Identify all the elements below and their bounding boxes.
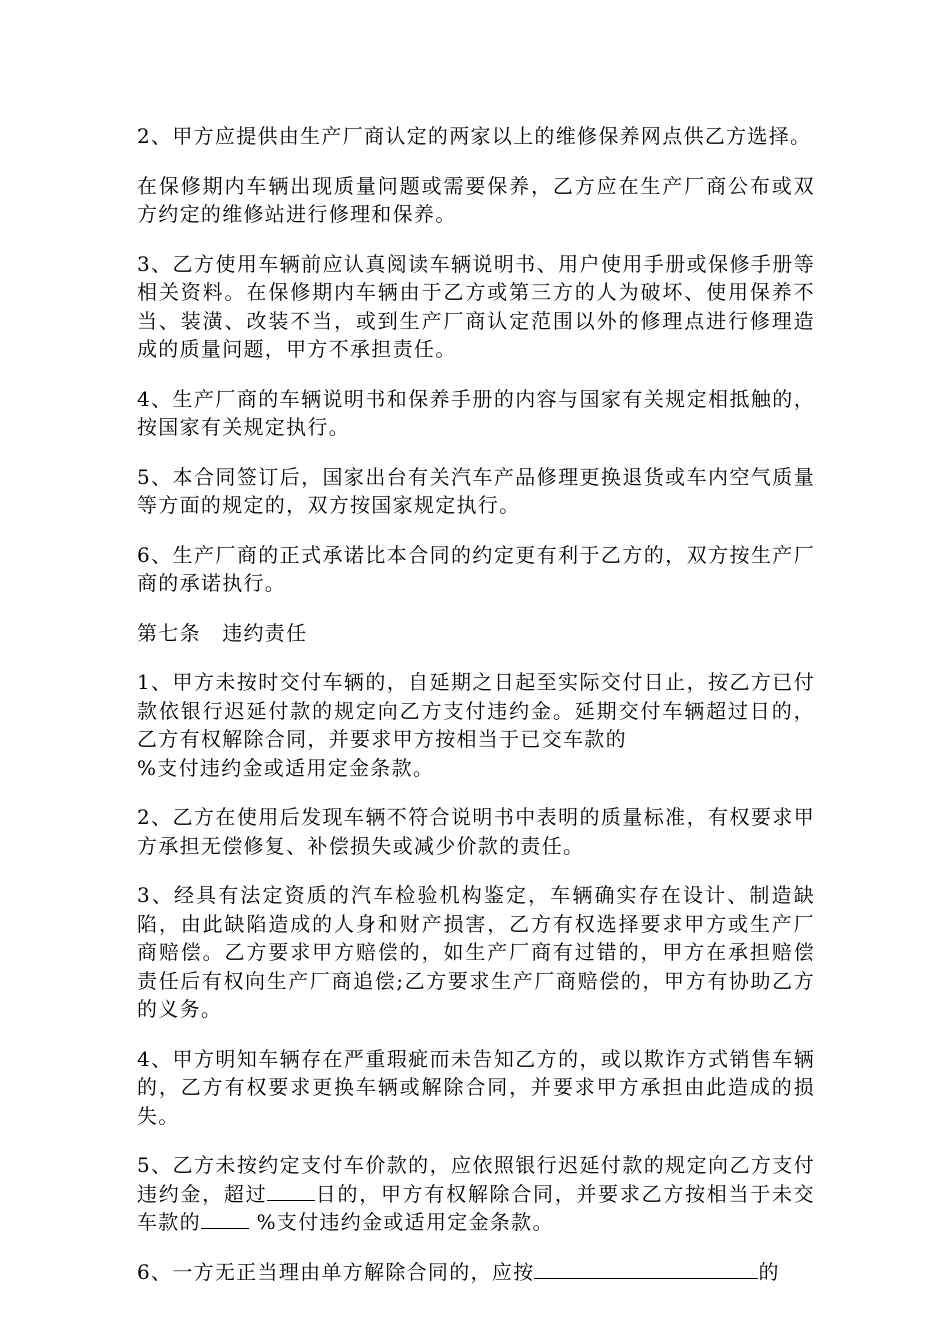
clause-7-2: 2、乙方在使用后发现车辆不符合说明书中表明的质量标准，有权要求甲方承担无偿修复、补偿损失或减少价款的责任。 — [137, 805, 815, 858]
clause-6-6: 6、生产厂商的正式承诺比本合同的约定更有利于乙方的，双方按生产厂商的承诺执行。 — [137, 542, 815, 595]
standard-blank — [534, 1258, 758, 1279]
clause-7-6-part-2: 的 — [758, 1259, 780, 1284]
clause-7-1-text: 1、甲方未按时交付车辆的，自延期之日起至实际交付日止，按乙方已付款依银行迟延付款的规定向乙方支付违约金。延期交付车辆超过日的，乙方有权解除合同，并要求甲方按相当于已交车款的 — [137, 670, 815, 751]
clause-6-5: 5、本合同签订后，国家出台有关汽车产品修理更换退货或车内空气质量等方面的规定的，双方按国家规定执行。 — [137, 464, 815, 517]
clause-7-5 — [137, 1151, 815, 1237]
clause-7-1 — [137, 668, 815, 782]
clause-7-5-part-3: %支付违约金或适用定金条款。 — [248, 1210, 554, 1234]
clause-7-3: 3、经具有法定资质的汽车检验机构鉴定，车辆确实存在设计、制造缺陷，由此缺陷造成的人身和财产损害，乙方有权选择要求甲方或生产厂商赔偿。乙方要求甲方赔偿的，如生产厂商有过错的，甲方在承担赔偿责任后有权向生产厂商追偿;乙方要求生产厂商赔偿的，甲方有协助乙方的义务。 — [137, 883, 815, 1021]
clause-7-6-part-1: 6、一方无正当理由单方解除合同的，应按 — [137, 1259, 535, 1284]
clause-7-6 — [137, 1258, 815, 1287]
clause-6-4: 4、生产厂商的车辆说明书和保养手册的内容与国家有关规定相抵触的，按国家有关规定执行。 — [137, 386, 815, 439]
days-blank — [267, 1180, 315, 1201]
article-7-heading: 第七条 违约责任 — [137, 620, 308, 645]
clause-7-5-part-2: 日的，甲方有权解除合同，并要求乙方按相当于未交车款的 — [137, 1181, 815, 1234]
document-body — [137, 122, 815, 1307]
clause-7-4: 4、甲方明知车辆存在严重瑕疵而未告知乙方的，或以欺诈方式销售车辆的，乙方有权要求更换车辆或解除合同，并要求甲方承担由此造成的损失。 — [137, 1046, 815, 1128]
clause-6-2-continued: 在保修期内车辆出现质量问题或需要保养，乙方应在生产厂商公布或双方约定的维修站进行修理和保养。 — [137, 173, 815, 226]
clause-7-1-tail: %支付违约金或适用定金条款。 — [137, 755, 435, 780]
clause-7-5-part-1: 5、乙方未按约定支付车价款的，应依照银行迟延付款的规定向乙方支付违约金，超过 — [137, 1153, 815, 1206]
clause-6-2: 2、甲方应提供由生产厂商认定的两家以上的维修保养网点供乙方选择。 — [137, 124, 812, 148]
clause-6-3: 3、乙方使用车辆前应认真阅读车辆说明书、用户使用手册或保修手册等相关资料。在保修期内车辆由于乙方或第三方的人为破坏、使用保养不当、装潢、改装不当，或到生产厂商认定范围以外的修理点进行修理造成的质量问题，甲方不承担责任。 — [137, 251, 815, 361]
percent-blank — [201, 1208, 249, 1229]
